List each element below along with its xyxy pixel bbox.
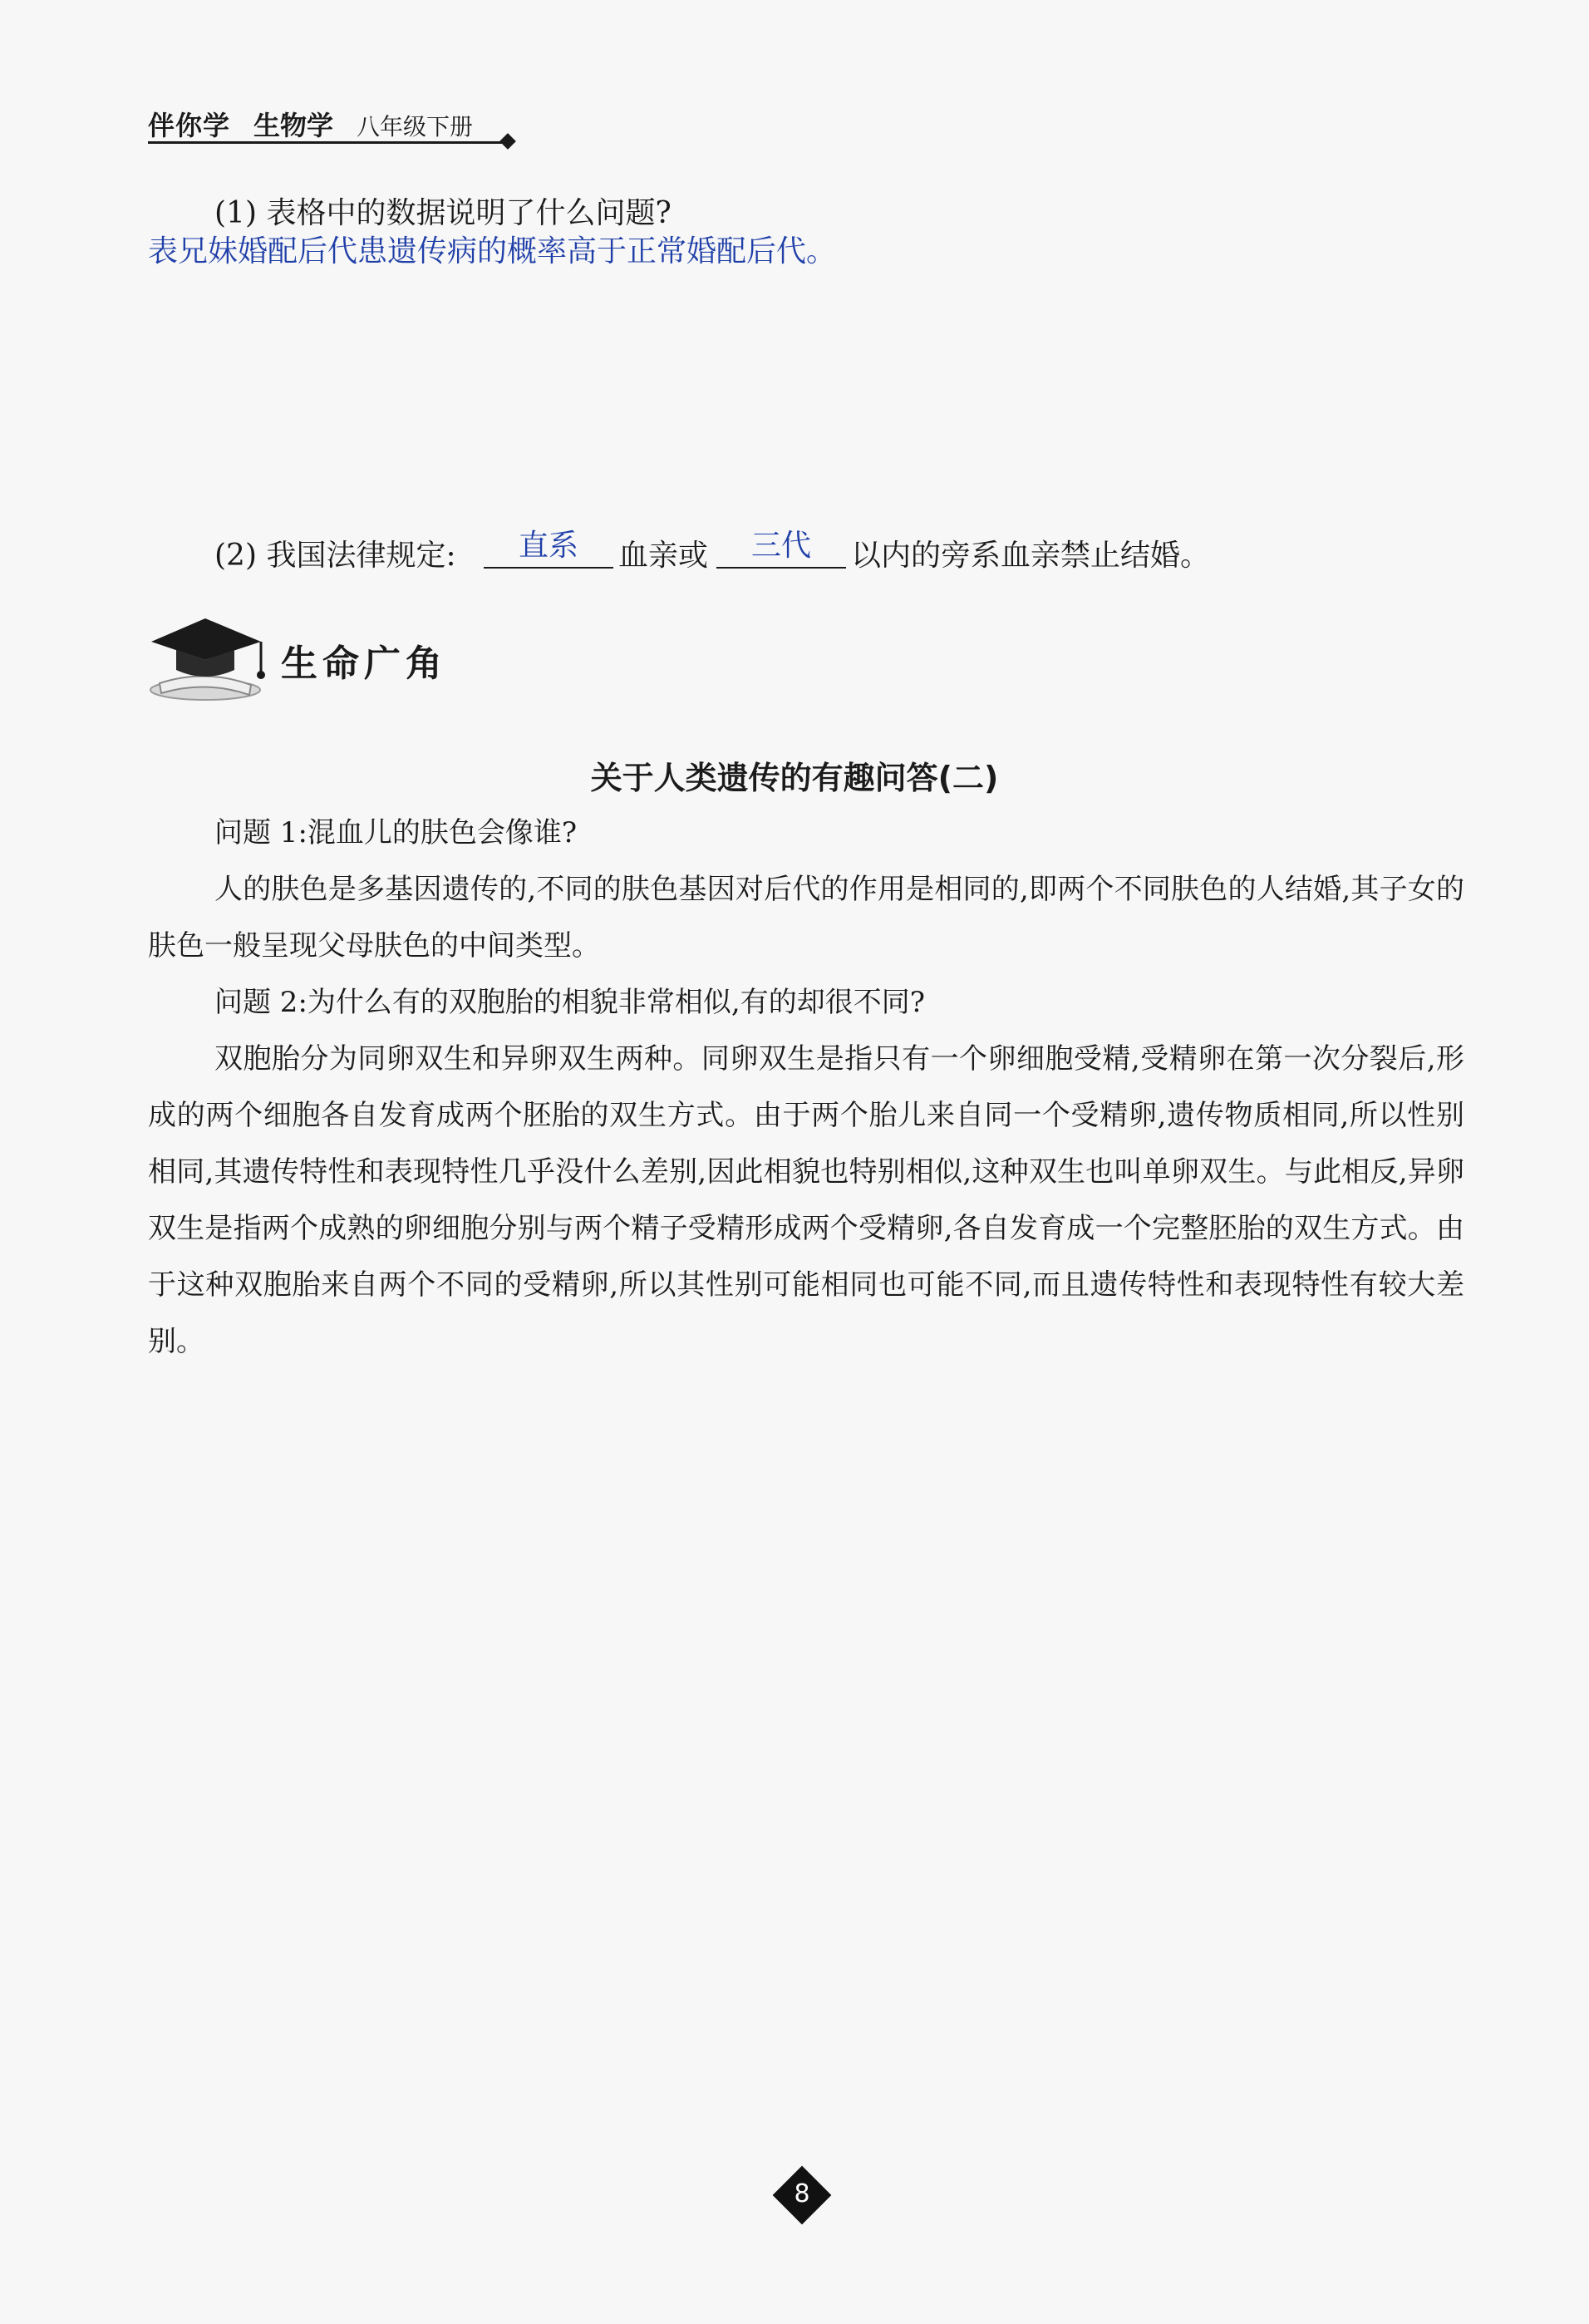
blank-1-answer: 直系 (518, 529, 578, 563)
question-2-prefix: (2) 我国法律规定: (214, 539, 456, 573)
article-question-2: 问题 2:为什么有的双胞胎的相貌非常相似,有的却很不同? (214, 986, 925, 1019)
grade-label: 八年级下册 (357, 113, 474, 140)
header-diamond-icon (499, 133, 516, 150)
series-name: 伴你学 (148, 110, 231, 141)
article-answer-1: 人的肤色是多基因遗传的,不同的肤色基因对后代的作用是相同的,即两个不同肤色的人结婚,其子女的肤色一般呈现父母肤色的中间类型。 (148, 873, 1464, 963)
question-2-middle: 血亲或 (618, 539, 709, 573)
header-rule (148, 141, 505, 144)
article-title: 关于人类遗传的有趣问答(二) (590, 760, 999, 796)
question-2-suffix: 以内的旁系血亲禁止结婚。 (851, 539, 1211, 573)
blank-2-answer: 三代 (750, 529, 811, 563)
subject-name: 生物学 (253, 110, 334, 141)
article-question-1: 问题 1:混血儿的肤色会像谁? (214, 816, 578, 849)
question-1-prompt: (1) 表格中的数据说明了什么问题? (214, 196, 672, 230)
running-header (148, 105, 473, 143)
blank-2 (716, 567, 846, 569)
article-answer-2: 双胞胎分为同卵双生和异卵双生两种。同卵双生是指只有一个卵细胞受精,受精卵在第一次分裂后,形成的两个细胞各自发育成两个胚胎的双生方式。由于两个胎儿来自同一个受精卵,遗传物质相同,所以性别相同,其遗传特性和表现特性几乎没什么差别,因此相貌也特别相似,这种双生也叫单卵双生。与此相反,异卵双生是指两个成熟的卵细胞分别与两个精子受精形成两个受精卵,各自发育成一个完整胚胎的双生方式。由于这种双胞胎来自两个不同的受精卵,所以其性别可能相同也可能不同,而且遗传特性和表现特性有较大差别。 (148, 1042, 1464, 1358)
blank-1 (484, 567, 613, 569)
question-1-answer: 表兄妹婚配后代患遗传病的概率高于正常婚配后代。 (148, 234, 837, 268)
section-title: 生命广角 (281, 643, 447, 685)
page-number: 8 (794, 2179, 810, 2208)
graduation-cap-icon (143, 608, 268, 708)
